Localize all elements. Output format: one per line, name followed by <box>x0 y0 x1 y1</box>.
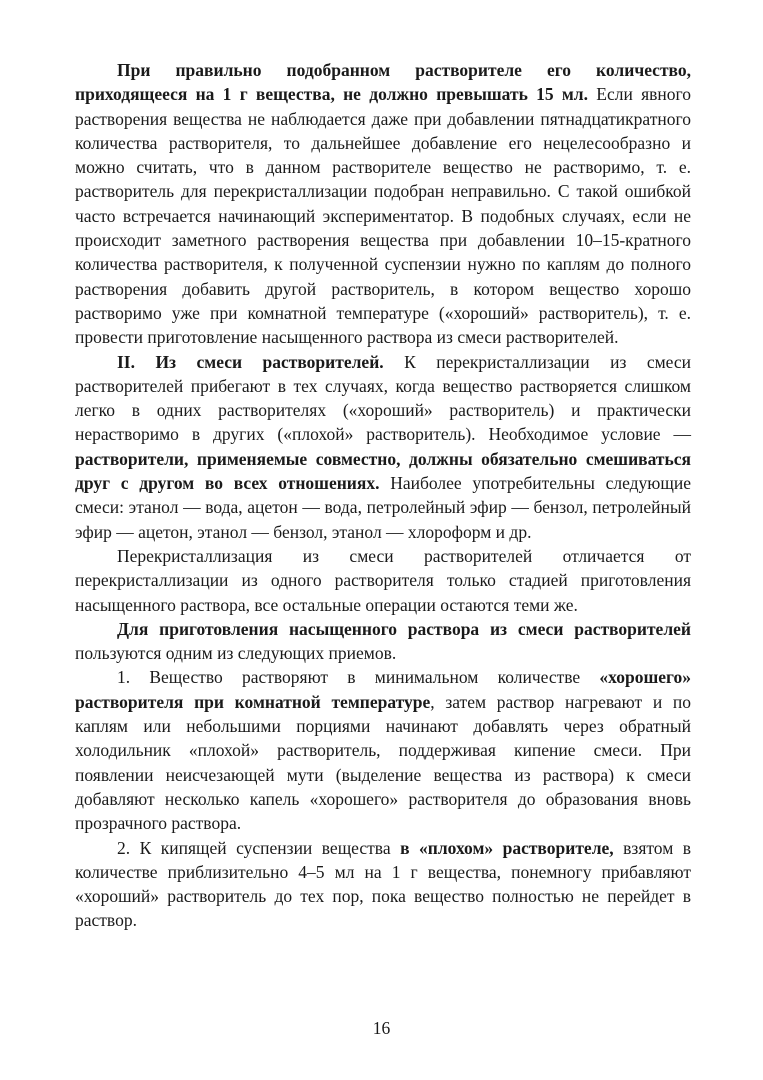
text-run: Наиболее употребительны следующие смеси: этанол — вода, ацетон — вода, петролейный эфир — бензол, петролейный эфир — ацетон, этанол — бензол, этанол — хлороформ и др. <box>75 473 691 542</box>
text-run: 1. Вещество растворяют в минимальном количестве <box>117 667 600 688</box>
paragraph-solvent-amount <box>75 58 691 350</box>
text-run: , затем раствор нагревают и по каплям или небольшими порциями начинают добавлять через обратный холодильник «плохой» растворитель, поддерживая кипение смеси. При появлении неисчезающей мути (выделение вещества из раствора) к смеси добавляют несколько капель «хорошего» растворителя до образования вновь прозрачного раствора. <box>75 691 692 834</box>
text-run: Перекристаллизация из смеси растворителей отличается от перекристаллизации из одного растворителя только стадией приготовления насыщенного раствора, все остальные операции остаются теми же. <box>75 545 691 615</box>
text-run: К перекристаллизации из смеси растворителей прибегают в тех случаях, когда вещество растворяется слишком легко в одних растворителях («хороший» растворитель) и практически нерастворимо в других («плохой» растворитель). Необходимое условие — <box>75 351 691 445</box>
text-run: «хорошего» растворителя при комнатной температуре <box>75 667 691 712</box>
text-run: При правильно подобранном растворителе его количество, приходящееся на 1 г вещества, не должно превышать 15 мл. <box>75 60 691 105</box>
page-number: 16 <box>372 1018 391 1038</box>
page-body <box>75 58 691 933</box>
paragraph-saturated-solution-methods <box>75 617 691 666</box>
text-run: пользуются одним из следующих приемов. <box>75 643 397 664</box>
text-run: 2. К кипящей суспензии вещества <box>117 837 401 858</box>
text-run: в «плохом» растворителе, <box>400 837 614 858</box>
text-run: Если явного растворения вещества не наблюдается даже при добавлении пятнадцатикратного количества растворителя, то дальнейшее добавление его нецелесообразно и можно считать, что в данном растворителе вещество не растворимо, т. е. растворитель для перекристаллизации подобран неправильно. С такой ошибкой часто встречается начинающий экспериментатор. В подобных случаях, если не происходит заметного растворения вещества при добавлении 10–15-кратного количества растворителя, к полученной суспензии нужно по каплям до полного растворения добавить другой растворитель, в котором вещество хорошо растворимо уже при комнатной температуре («хороший» растворитель), т. е. провести приготовление насыщенного раствора из смеси растворителей. <box>75 84 691 348</box>
paragraph-method-2 <box>75 836 691 933</box>
text-run: II. Из смеси растворителей. <box>117 351 384 372</box>
text-run: взятом в количестве приблизительно 4–5 мл на 1 г вещества, понемногу прибавляют «хороший» растворитель до тех пор, пока вещество полностью не перейдет в раствор. <box>75 837 692 931</box>
text-run: Для приготовления насыщенного раствора из смеси растворителей <box>117 618 691 639</box>
paragraph-mixed-solvents <box>75 350 691 544</box>
paragraph-recrystallization-difference <box>75 544 691 617</box>
paragraph-method-1 <box>75 665 691 835</box>
text-run: растворители, применяемые совместно, должны обязательно смешиваться друг с другом во всех отношениях. <box>75 448 691 494</box>
